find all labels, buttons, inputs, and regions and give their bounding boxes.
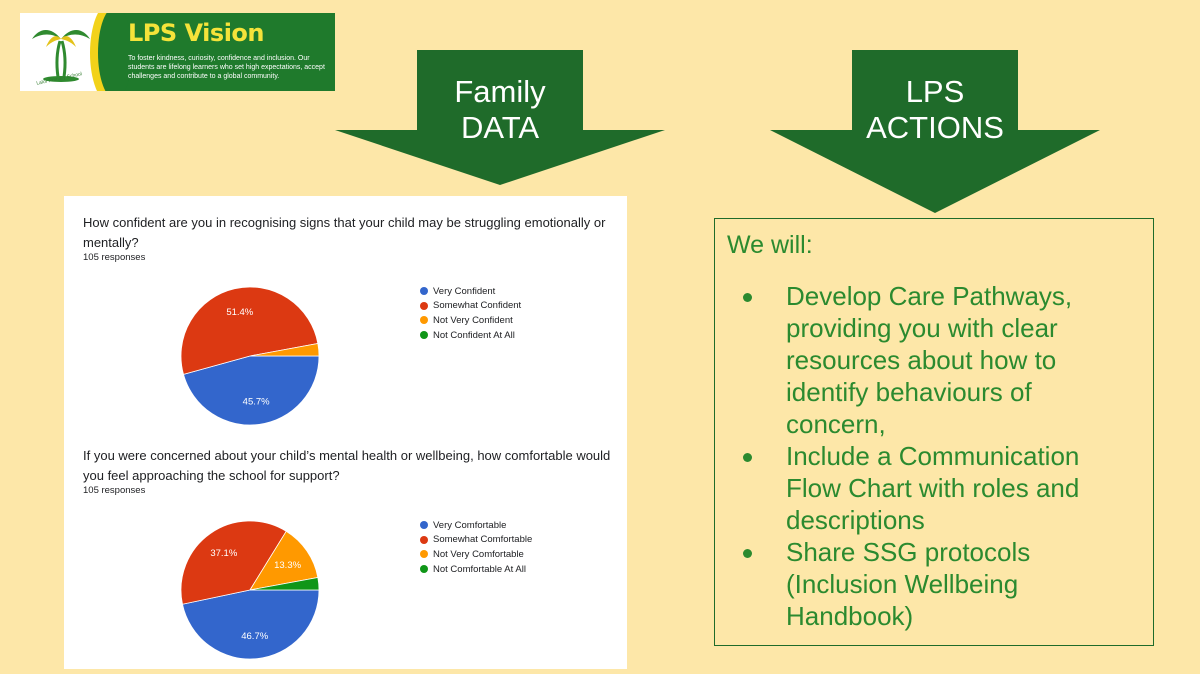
legend-swatch <box>420 331 428 339</box>
legend-label: Not Very Confident <box>433 314 513 326</box>
legend-label: Not Confident At All <box>433 329 515 341</box>
chart-1-title: How confident are you in recognising signs that your child may be struggling emotionally or mentally? <box>83 215 606 250</box>
legend-entry <box>420 562 532 577</box>
legend-entry <box>420 284 521 299</box>
legend-label: Somewhat Confident <box>433 300 522 312</box>
legend-entry <box>420 299 521 314</box>
legend-entry <box>420 313 521 328</box>
chart-2-title: If you were concerned about your child’s mental health or wellbeing, how comfortable would you feel approaching the school for support? <box>83 448 611 483</box>
chart-1-responses: 105 responses <box>83 252 146 263</box>
family-data-label: Family DATA <box>454 74 546 145</box>
action-item: Develop Care Pathways, providing you with clear resources about how to identify behaviours of concern, <box>715 280 1135 440</box>
pie-slice-very-comfortable <box>182 590 319 659</box>
lps-actions-arrow <box>770 50 1100 213</box>
action-item: Share SSG protocols (Inclusion Wellbeing Handbook) <box>715 536 1135 632</box>
action-item: Include a Communication Flow Chart with roles and descriptions <box>715 440 1135 536</box>
banner-title: LPS Vision <box>128 19 264 47</box>
actions-heading: We will: <box>727 231 813 259</box>
chart-2-legend <box>420 518 532 576</box>
logo-caption: Lalor Primary School <box>35 71 83 87</box>
family-data-arrow <box>335 50 665 185</box>
legend-entry <box>420 518 532 533</box>
survey-results-panel <box>64 196 627 669</box>
legend-entry <box>420 547 532 562</box>
chart-2-pie <box>170 510 330 670</box>
legend-swatch <box>420 536 428 544</box>
legend-label: Very Confident <box>433 285 496 297</box>
chart-1-legend <box>420 284 521 342</box>
banner-tagline: To foster kindness, curiosity, confidence and inclusion. Our students are lifelong learners who set high expectations, accept challenges and contribute to a global community. <box>128 55 325 80</box>
legend-swatch <box>420 550 428 558</box>
bullet-icon <box>743 453 752 462</box>
legend-label: Somewhat Comfortable <box>433 534 533 546</box>
bullet-icon <box>743 549 752 558</box>
legend-swatch <box>420 287 428 295</box>
lps-actions-label: LPS ACTIONS <box>866 74 1004 145</box>
vision-banner <box>20 13 335 91</box>
legend-entry <box>420 533 532 548</box>
legend-swatch <box>420 565 428 573</box>
legend-label: Not Comfortable At All <box>433 563 526 575</box>
legend-swatch <box>420 302 428 310</box>
legend-entry <box>420 328 521 343</box>
pie-data-label: 37.1% <box>210 548 238 560</box>
chart-2-responses: 105 responses <box>83 485 146 496</box>
actions-list <box>715 280 1135 632</box>
pie-data-label: 51.4% <box>226 307 254 319</box>
legend-label: Very Comfortable <box>433 519 507 531</box>
legend-swatch <box>420 316 428 324</box>
legend-label: Not Very Comfortable <box>433 548 524 560</box>
pie-data-label: 13.3% <box>274 559 302 571</box>
lps-actions-box <box>714 218 1154 646</box>
pie-data-label: 45.7% <box>242 396 270 408</box>
chart-1-pie <box>170 276 330 436</box>
pie-data-label: 46.7% <box>241 630 269 642</box>
bullet-icon <box>743 293 752 302</box>
legend-swatch <box>420 521 428 529</box>
